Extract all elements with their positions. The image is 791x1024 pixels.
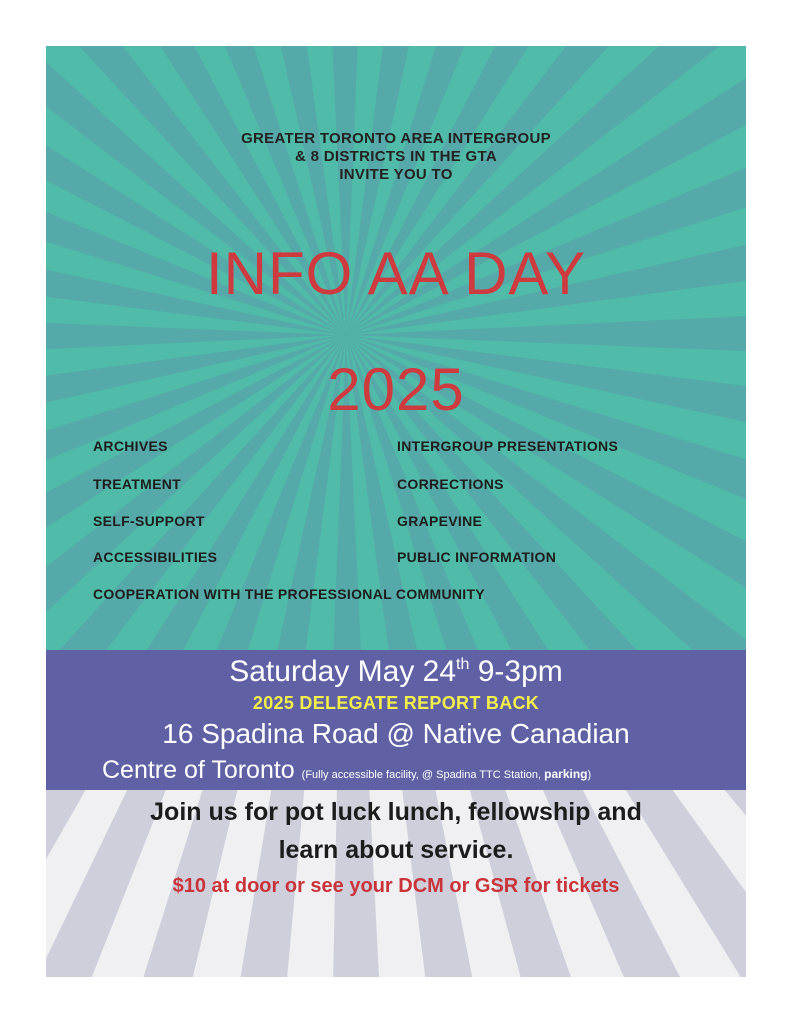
intro-line-2: & 8 DISTRICTS IN THE GTA	[295, 148, 497, 165]
event-date	[46, 654, 746, 690]
event-details-band	[46, 650, 746, 790]
topic-grapevine: GRAPEVINE	[397, 513, 483, 529]
venue-note-parking: parking	[544, 767, 588, 781]
topic-corrections: CORRECTIONS	[397, 476, 504, 492]
topic-accessibilities: ACCESSIBILITIES	[93, 549, 218, 565]
venue-note	[302, 769, 591, 781]
date-ordinal: th	[456, 656, 470, 673]
event-title: INFO AA DAY	[206, 240, 586, 307]
intro-line-1: GREATER TORONTO AREA INTERGROUP	[241, 130, 551, 147]
topic-intergroup-presentations: INTERGROUP PRESENTATIONS	[397, 438, 619, 454]
ticket-price: $10 at door or see your DCM or GSR for tickets	[172, 875, 620, 897]
topic-public-information: PUBLIC INFORMATION	[397, 549, 557, 565]
event-year: 2025	[327, 356, 465, 423]
topic-cooperation: COOPERATION WITH THE PROFESSIONAL COMMUNITY	[93, 586, 485, 602]
footer-panel	[46, 790, 746, 977]
venue-name: Centre of Toronto	[102, 756, 295, 784]
flyer	[46, 46, 746, 977]
event-time: 9-3pm	[469, 655, 563, 688]
join-line-2: learn about service.	[278, 836, 514, 864]
venue-note-end: )	[587, 769, 592, 781]
join-line-1: Join us for pot luck lunch, fellowship and	[150, 798, 642, 826]
venue-note-text: (Fully accessible facility, @ Spadina TTC Station,	[301, 769, 545, 781]
topic-treatment: TREATMENT	[93, 476, 181, 492]
sunburst-panel	[46, 46, 746, 650]
topic-self-support: SELF-SUPPORT	[93, 513, 205, 529]
event-address: 16 Spadina Road @ Native Canadian	[162, 718, 630, 749]
intro-line-3: INVITE YOU TO	[339, 166, 453, 183]
delegate-report: 2025 DELEGATE REPORT BACK	[252, 693, 540, 713]
date-text: Saturday May 24	[229, 655, 457, 688]
event-venue	[102, 754, 591, 791]
topic-archives: ARCHIVES	[93, 438, 168, 454]
